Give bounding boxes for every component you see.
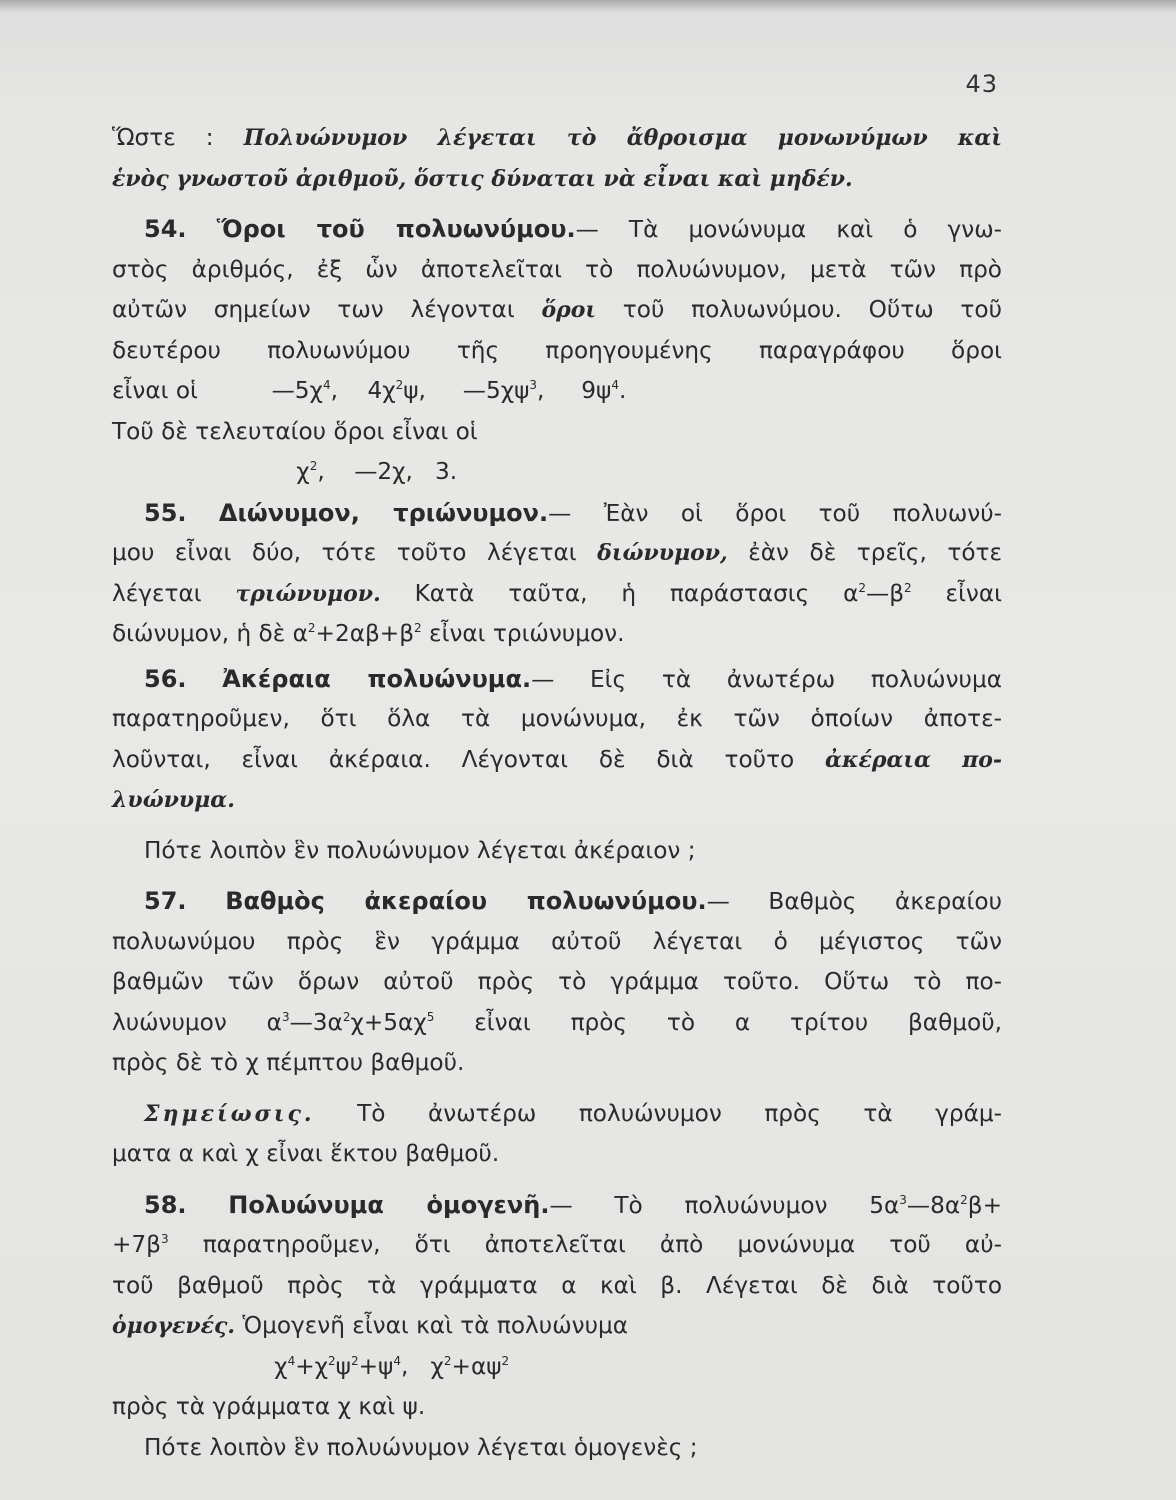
text: Τὸ ἀνωτέρω πολυώνυμον πρὸς τὰ γράμ- [314,1099,1002,1127]
intro-lead: Ὥστε : [112,124,244,151]
section-55-line-1 [112,493,1002,534]
text: — Εἰς τὰ ἀνωτέρω πολυώνυμα [531,665,1002,693]
exponent: 4 [611,378,619,392]
section-57-note-line-2: ματα α καὶ χ εἶναι ἕκτου βαθμοῦ. [112,1140,500,1167]
term: , [317,458,325,485]
section-54-line-1 [112,209,1002,250]
text: λοῦνται, εἶναι ἀκέραια. Λέγονται δὲ διὰ τοῦτο [112,745,826,773]
section-58-line-4 [112,1306,1002,1347]
term: —5χ [271,377,323,404]
text: — Ἐὰν οἱ ὅροι τοῦ πολυωνύ- [548,499,1002,527]
section-58-line-3: τοῦ βαθμοῦ πρὸς τὰ γράμματα α καὶ β. Λέγεται δὲ διὰ τοῦτο [112,1271,1002,1299]
section-54-line-6: Τοῦ δὲ τελευταίου ὅροι εἶναι οἱ [112,417,478,445]
section-56-title: Ἀκέραια πολυώνυμα. [222,664,532,693]
section-56-line-3 [112,740,1002,781]
term-oroi: ὅροι [541,297,597,323]
term: ψ, [403,377,426,404]
section-57-note-line-1 [112,1094,1002,1135]
exponent: 2 [328,1353,336,1368]
term: 4χ [367,377,396,404]
text: λέγεται [112,579,236,607]
text: —8α [906,1191,961,1219]
section-56-number: 56. [144,664,187,693]
section-57-line-4 [112,1003,1002,1044]
term: —5χψ [462,377,530,404]
term: +αψ [451,1352,502,1380]
section-55-title: Διώνυμον, τριώνυμον. [218,498,549,527]
text: παρατηροῦμεν, ὅτι ἀποτελεῖται ἀπὸ μονώνυμα τοῦ αὐ- [168,1231,1002,1258]
term-omogenes: ὁμογενές. [112,1313,236,1339]
page-number: 43 [965,70,998,98]
term: 3. [435,458,458,485]
section-58-formulas [112,1347,1002,1388]
text: εἶναι πρὸς τὸ α τρίτου βαθμοῦ, [434,1008,1002,1036]
section-58-title: Πολυώνυμα ὁμογενῆ. [228,1190,550,1219]
section-54-number: 54. [144,215,187,243]
term: ψ [335,1352,351,1380]
text: +2αβ+β [315,620,415,647]
exponent: 2 [960,1192,968,1207]
note-label: Σημείωσις. [144,1100,315,1127]
exponent: 4 [393,1353,401,1368]
section-54-line-3 [112,290,1002,331]
section-58-question: Πότε λοιπὸν ἓν πολυώνυμον λέγεται ὁμογενὲς ; [144,1433,698,1461]
section-55-line-4 [112,614,1002,655]
section-57-line-2: πολυωνύμου πρὸς ἓν γράμμα αὐτοῦ λέγεται ὁ μέγιστος τῶν [112,927,1002,955]
text: —3α [289,1008,343,1036]
text: λυώνυμον α [112,1008,282,1036]
section-58-line-2 [112,1225,1002,1266]
exponent: 2 [307,621,316,635]
intro-line-2: ἑνὸς γνωστοῦ ἀριθμοῦ, ὅστις δύναται νὰ εἶναι καὶ μηδέν. [112,165,853,192]
section-55-line-2 [112,533,1002,574]
exponent: 5 [426,1009,435,1024]
term-trionymon: τριώνυμον. [235,580,381,607]
term-akeraia: ἀκέραια πο- [825,746,1002,773]
section-54-line-4: δευτέρου πολυωνύμου τῆς προηγουμένης παραγράφου ὅροι [112,336,1002,364]
text: μου εἶναι δύο, τότε τοῦτο λέγεται [112,539,598,566]
section-57-line-3: βαθμῶν τῶν ὅρων αὐτοῦ πρὸς τὸ γράμμα τοῦτο. Οὕτω τὸ πο- [112,968,1002,995]
page-body [112,118,1002,1468]
section-56-line-1 [112,659,1002,700]
text: εἶναι οἱ [112,377,198,404]
term-dionymon: διώνυμον, [597,540,728,566]
term: χ [296,458,310,485]
term: . [618,377,627,404]
text: διώνυμον, ἡ δὲ α [112,620,308,647]
page-top-edge [0,0,1176,14]
text: Κατὰ ταῦτα, ἡ παράστασις α [380,579,859,607]
section-58-line-1 [112,1185,1002,1226]
term: , [400,1352,409,1380]
section-57-number: 57. [144,887,187,915]
section-58-line-5: πρὸς τὰ γράμματα χ καὶ ψ. [112,1393,426,1420]
section-54-text: — Τὰ μονώνυμα καὶ ὁ γνω- [575,216,1002,243]
section-54-line-2: στὸς ἀριθμός, ἐξ ὧν ἀποτελεῖται τὸ πολυώνυμον, μετὰ τῶν πρὸ [112,255,1002,283]
text: αὐτῶν σημείων των λέγονται [112,296,542,323]
term: 9ψ [581,377,612,404]
section-54-terms-2 [112,452,1002,493]
exponent: 2 [309,459,318,473]
text: ἐὰν δὲ τρεῖς, τότε [727,539,1002,566]
section-57-title: Βαθμὸς ἀκεραίου πολυωνύμου. [225,887,707,915]
text: +7β [112,1231,161,1258]
text: Ὁμογενῆ εἶναι καὶ τὰ πολυώνυμα [235,1312,629,1339]
text: — Βαθμὸς ἀκεραίου [706,888,1002,915]
term: χ [430,1352,444,1380]
section-56-line-4: λυώνυμα. [112,787,235,813]
section-56-question: Πότε λοιπὸν ἓν πολυώνυμον λέγεται ἀκέραιον ; [144,836,696,864]
intro-line-1 [112,118,1002,159]
section-54-title: Ὅροι τοῦ πολυωνύμου. [216,215,576,243]
exponent: 2 [342,1009,351,1024]
text: εἶναι τριώνυμον. [421,620,625,647]
exponent: 3 [160,1232,169,1246]
exponent: 2 [395,378,404,392]
text: β+ [967,1191,1003,1219]
text: — Τὸ πολυώνυμον 5α [549,1191,900,1219]
exponent: 3 [281,1009,290,1024]
section-55-line-3 [112,574,1002,615]
term: , [537,377,545,404]
term: +ψ [358,1352,394,1380]
exponent: 3 [899,1192,907,1207]
exponent: 4 [322,378,331,392]
term: —2χ, [354,458,413,485]
exponent: 2 [904,580,912,595]
term: χ [274,1352,288,1380]
text: —β [866,579,905,607]
exponent: 2 [443,1353,452,1368]
text: χ+5αχ [350,1008,427,1036]
exponent: 3 [529,378,538,392]
definition-emphasis: Πολυώνυμον λέγεται τὸ ἄθροισμα μονωνύμων καὶ [243,125,1002,151]
text: εἶναι [911,579,1002,607]
exponent: 2 [858,580,867,595]
exponent: 2 [501,1353,510,1368]
term: +χ [295,1352,329,1380]
section-56-line-2: παρατηροῦμεν, ὅτι ὅλα τὰ μονώνυμα, ἐκ τῶν ὁποίων ἀποτε- [112,705,1002,732]
exponent: 2 [414,621,422,635]
text: τοῦ πολυωνύμου. Οὕτω τοῦ [596,296,1002,323]
exponent: 2 [350,1353,359,1368]
section-54-terms: εἶναι οἱ $—5\chi^4$, $4\chi^2\psi$, $—5\chi\psi^3$, $9\psi^4$. [112,377,627,404]
section-57-line-1 [112,881,1002,922]
section-57-line-5: πρὸς δὲ τὸ χ πέμπτου βαθμοῦ. [112,1049,465,1076]
section-55-number: 55. [144,498,187,527]
section-58-number: 58. [144,1190,187,1219]
exponent: 4 [287,1353,296,1368]
